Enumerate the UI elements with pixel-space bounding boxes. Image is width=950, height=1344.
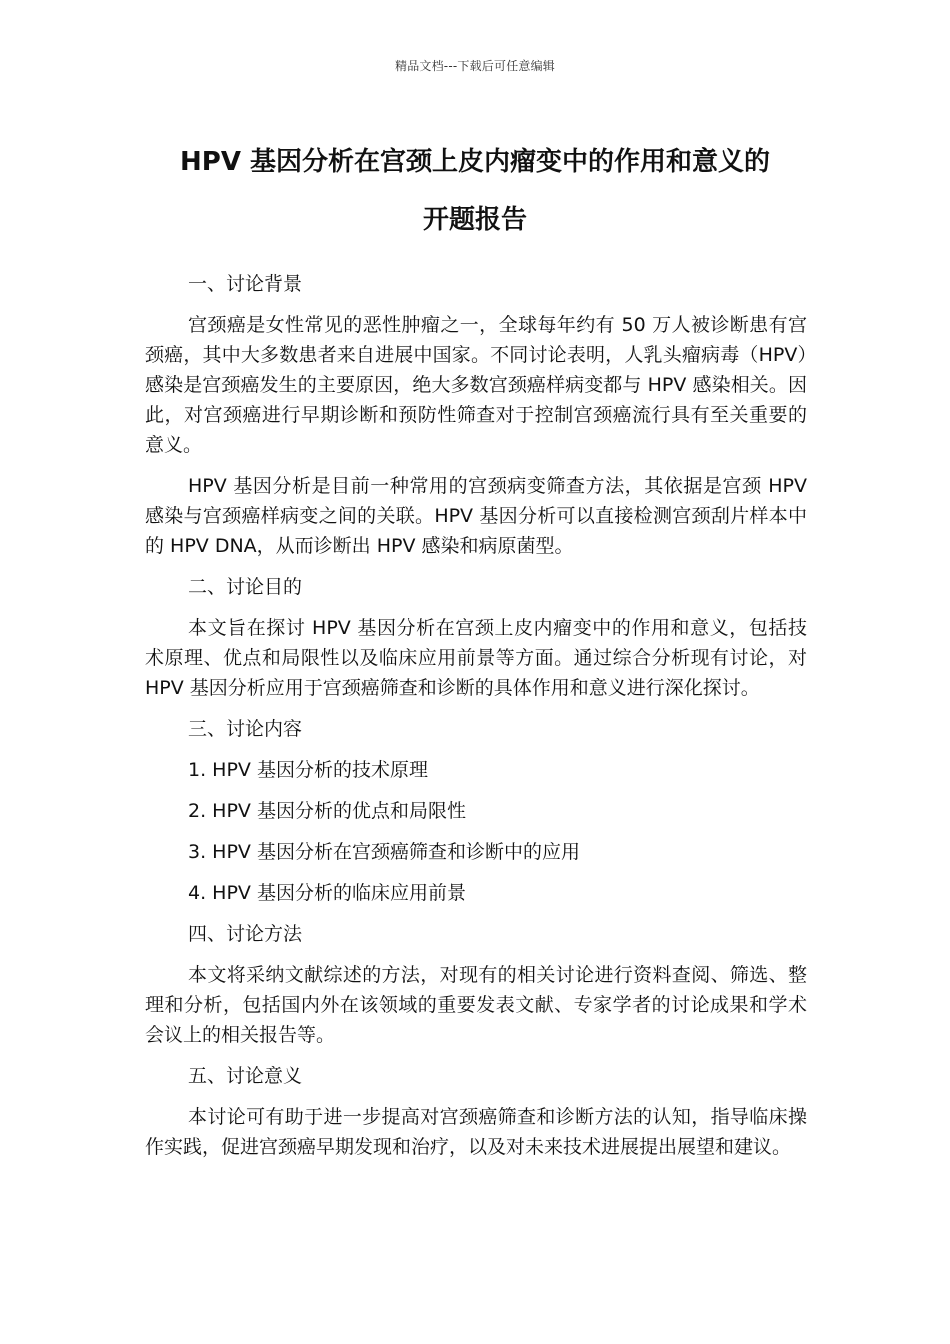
section-heading-purpose: 二、讨论目的 [188,576,303,598]
content-list-item: 4. HPV 基因分析的临床应用前景 [188,882,466,904]
document-title [100,133,850,249]
content-list-item: 1. HPV 基因分析的技术原理 [188,759,428,781]
title-line-1: HPV 基因分析在宫颈上皮内瘤变中的作用和意义的 [180,147,770,177]
method-paragraph: 本文将采纳文献综述的方法，对现有的相关讨论进行资料查阅、筛选、整理和分析，包括国内外在该领域的重要发表文献、专家学者的讨论成果和学术会议上的相关报告等。 [145,964,807,1046]
header-note: 精品文档---下载后可任意编辑 [395,59,555,73]
content-list-item: 3. HPV 基因分析在宫颈癌筛查和诊断中的应用 [188,841,580,863]
significance-paragraph: 本讨论可有助于进一步提高对宫颈癌筛查和诊断方法的认知，指导临床操作实践，促进宫颈癌早期发现和治疗，以及对未来技术进展提出展望和建议。 [145,1106,807,1158]
background-paragraph-1: 宫颈癌是女性常见的恶性肿瘤之一，全球每年约有 50 万人被诊断患有宫颈癌，其中大多数患者来自进展中国家。不同讨论表明，人乳头瘤病毒（HPV）感染是宫颈癌发生的主要原因，绝大多数宫颈癌样病变都与 HPV 感染相关。因此，对宫颈癌进行早期诊断和预防性筛查对于控制宫颈癌流行具有至关重要的意义。 [145,314,807,456]
purpose-paragraph: 本文旨在探讨 HPV 基因分析在宫颈上皮内瘤变中的作用和意义，包括技术原理、优点和局限性以及临床应用前景等方面。通过综合分析现有讨论，对 HPV 基因分析应用于宫颈癌筛查和诊断的具体作用和意义进行深化探讨。 [145,617,807,699]
section-heading-background: 一、讨论背景 [188,273,303,295]
section-heading-content: 三、讨论内容 [188,718,303,740]
background-paragraph-2: HPV 基因分析是目前一种常用的宫颈病变筛查方法，其依据是宫颈 HPV 感染与宫颈癌样病变之间的关联。HPV 基因分析可以直接检测宫颈刮片样本中的 HPV DNA，从而诊断出 HPV 感染和病原菌型。 [145,475,807,557]
section-heading-method: 四、讨论方法 [188,923,303,945]
document-body [145,269,807,1173]
title-line-2: 开题报告 [422,205,527,235]
content-list-item: 2. HPV 基因分析的优点和局限性 [188,800,466,822]
section-heading-significance: 五、讨论意义 [188,1065,303,1087]
